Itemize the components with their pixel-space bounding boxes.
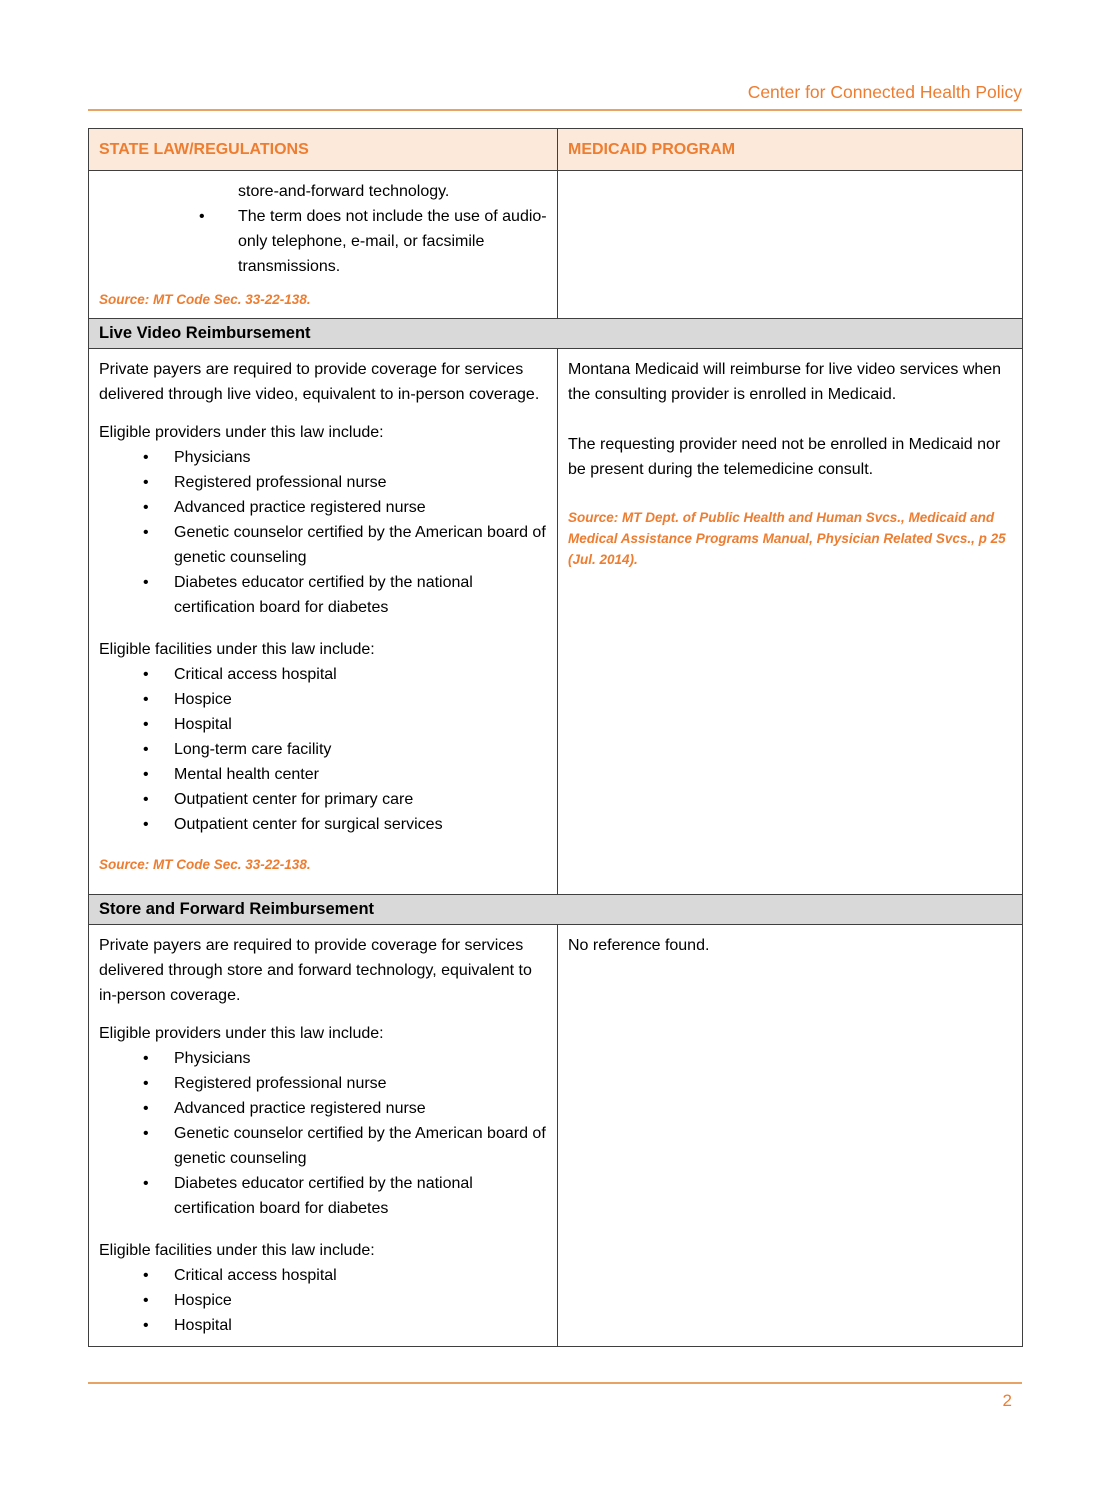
- table-header-row: [89, 129, 1023, 171]
- header-rule: [88, 109, 1022, 111]
- facilities-list: [99, 662, 547, 837]
- cell-store-forward-state-law: [89, 925, 558, 1347]
- list-item: • Outpatient center for primary care: [174, 787, 547, 812]
- list-item: • Hospital: [174, 712, 547, 737]
- list-item: • Registered professional nurse: [174, 1071, 547, 1096]
- list-item: • Advanced practice registered nurse: [174, 1096, 547, 1121]
- providers-heading: Eligible providers under this law include:: [99, 1025, 384, 1042]
- cell-definition-state-law: [89, 171, 558, 319]
- paragraph: Montana Medicaid will reimburse for live video services when the consulting provider is enrolled in Medicaid.: [568, 361, 1002, 403]
- list-item: • Outpatient center for surgical services: [174, 812, 547, 837]
- footer-rule: [88, 1382, 1022, 1384]
- facilities-heading: Eligible facilities under this law include:: [99, 1242, 375, 1259]
- section-banner-live-video: Live Video Reimbursement: [89, 319, 1023, 349]
- document-header-title: Center for Connected Health Policy: [747, 82, 1022, 102]
- page-number: 2: [1002, 1391, 1012, 1410]
- list-item: • Hospital: [174, 1313, 547, 1338]
- paragraph: The requesting provider need not be enrolled in Medicaid nor be present during the telemedicine consult.: [568, 436, 1001, 478]
- list-item: • Genetic counselor certified by the American board of genetic counseling: [174, 520, 547, 570]
- cell-live-video-state-law: [89, 349, 558, 895]
- cell-live-video-medicaid: [558, 349, 1023, 895]
- list-item: • Hospice: [174, 1288, 547, 1313]
- providers-list: [99, 1046, 547, 1221]
- list-item: • Advanced practice registered nurse: [174, 495, 547, 520]
- section-banner-row: [89, 895, 1023, 925]
- paragraph: No reference found.: [568, 937, 710, 954]
- column-header-medicaid: MEDICAID PROGRAM: [558, 129, 1023, 171]
- source-citation: Source: MT Dept. of Public Health and Human Svcs., Medicaid and Medical Assistance Programs Manual, Physician Related Svcs., p 25 (Jul. 2014).: [568, 510, 1006, 567]
- section-banner-store-forward: Store and Forward Reimbursement: [89, 895, 1023, 925]
- list-item: • Diabetes educator certified by the national certification board for diabetes: [174, 570, 547, 620]
- list-item: • Critical access hospital: [174, 662, 547, 687]
- list-item: • Mental health center: [174, 762, 547, 787]
- source-citation: Source: MT Code Sec. 33-22-138.: [99, 292, 311, 307]
- document-page: [88, 80, 1022, 1413]
- column-header-state-law: STATE LAW/REGULATIONS: [89, 129, 558, 171]
- cell-definition-medicaid: [558, 171, 1023, 319]
- section-banner-row: [89, 319, 1023, 349]
- providers-heading: Eligible providers under this law include:: [99, 424, 384, 441]
- facilities-heading: Eligible facilities under this law include:: [99, 641, 375, 658]
- definition-continuation-text: store-and-forward technology.: [238, 183, 450, 200]
- list-item: • Long-term care facility: [174, 737, 547, 762]
- list-item: • Hospice: [174, 687, 547, 712]
- list-item: • Registered professional nurse: [174, 470, 547, 495]
- definition-bullet-list: [99, 204, 547, 279]
- list-item: • Genetic counselor certified by the American board of genetic counseling: [174, 1121, 547, 1171]
- cell-store-forward-medicaid: [558, 925, 1023, 1347]
- source-citation: Source: MT Code Sec. 33-22-138.: [99, 857, 311, 872]
- list-item: • The term does not include the use of audio-only telephone, e-mail, or facsimile transmissions.: [238, 204, 547, 279]
- list-item: • Physicians: [174, 1046, 547, 1071]
- policy-table: [88, 128, 1023, 1347]
- table-row-store-forward: [89, 925, 1023, 1347]
- list-item: • Diabetes educator certified by the national certification board for diabetes: [174, 1171, 547, 1221]
- table-row-definition: [89, 171, 1023, 319]
- table-row-live-video: [89, 349, 1023, 895]
- list-item: • Critical access hospital: [174, 1263, 547, 1288]
- facilities-list: [99, 1263, 547, 1338]
- paragraph: Private payers are required to provide coverage for services delivered through live video, equivalent to in-person coverage.: [99, 361, 540, 403]
- list-item: • Physicians: [174, 445, 547, 470]
- providers-list: [99, 445, 547, 620]
- paragraph: Private payers are required to provide coverage for services delivered through store and forward technology, equivalent to in-person coverage.: [99, 937, 532, 1004]
